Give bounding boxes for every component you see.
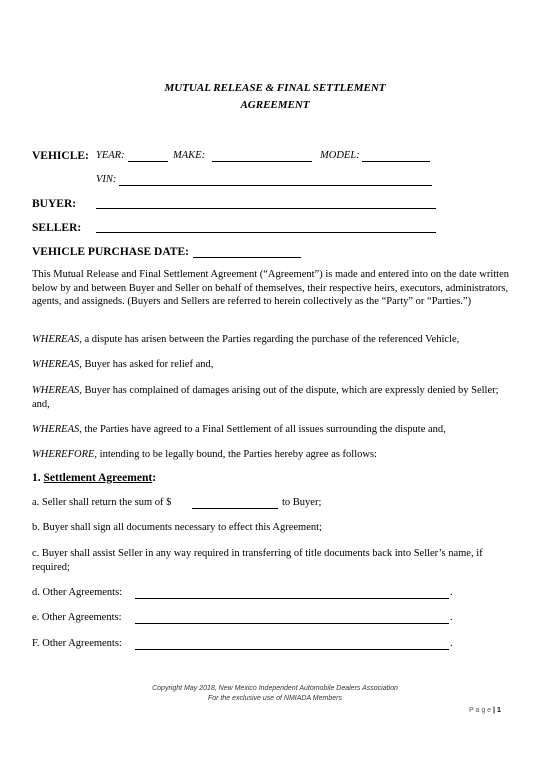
footer-members-note: For the exclusive use of NMIADA Members: [208, 695, 342, 702]
recital-3: WHEREAS, Buyer has complained of damages arising out of the dispute, which are expressly denied by Seller; and,: [32, 385, 499, 410]
item-e-period: .: [450, 612, 453, 623]
buyer-field[interactable]: [96, 208, 436, 209]
make-label: MAKE:: [173, 150, 206, 161]
vin-label: VIN:: [96, 174, 117, 185]
item-a-text: a. Seller shall return the sum of $: [32, 497, 172, 508]
recital-4: WHEREAS, the Parties have agreed to a Final Settlement of all issues surrounding the dispute and,: [32, 424, 446, 435]
other-agreement-d-field[interactable]: [135, 598, 449, 599]
page-number: P a g e | 1: [469, 707, 501, 714]
item-d-period: .: [450, 587, 453, 598]
purchase-date-field[interactable]: [193, 257, 301, 258]
item-d-label: d. Other Agreements:: [32, 587, 123, 598]
document-title-line1: MUTUAL RELEASE & FINAL SETTLEMENT: [164, 82, 386, 94]
seller-label: SELLER:: [32, 222, 82, 234]
document-title-line2: AGREEMENT: [240, 99, 310, 111]
item-f-period: .: [450, 638, 453, 649]
recital-2: WHEREAS, Buyer has asked for relief and,: [32, 359, 214, 370]
item-b-text: b. Buyer shall sign all documents necessary to effect this Agreement;: [32, 522, 322, 533]
make-field[interactable]: [212, 161, 312, 162]
item-e-label: e. Other Agreements:: [32, 612, 122, 623]
settlement-amount-field[interactable]: [192, 508, 278, 509]
vehicle-label: VEHICLE:: [32, 150, 89, 162]
recital-5: WHEREFORE, intending to be legally bound, the Parties hereby agree as follows:: [32, 449, 377, 460]
item-a-suffix: to Buyer;: [282, 497, 322, 508]
year-label: YEAR:: [96, 150, 125, 161]
item-f-label: F. Other Agreements:: [32, 638, 122, 649]
intro-paragraph: This Mutual Release and Final Settlement Agreement (“Agreement”) is made and entered into on the date written below by and between Buyer and Seller on behalf of themselves, their respective heirs, executors, administrators, agents, and assigneds. (Buyers and Sellers are referred to herein collectively as the “Party” or “Parties.”): [32, 269, 510, 307]
buyer-label: BUYER:: [32, 198, 77, 210]
vin-field[interactable]: [119, 185, 432, 186]
purchase-date-label: VEHICLE PURCHASE DATE:: [32, 246, 189, 258]
model-field[interactable]: [362, 161, 430, 162]
other-agreement-f-field[interactable]: [135, 649, 449, 650]
model-label: MODEL:: [320, 150, 360, 161]
other-agreement-e-field[interactable]: [135, 623, 449, 624]
footer-copyright: Copyright May 2018, New Mexico Independent Automobile Dealers Association: [152, 685, 398, 692]
seller-field[interactable]: [96, 232, 436, 233]
year-field[interactable]: [128, 161, 168, 162]
section-heading: 1. Settlement Agreement:: [32, 472, 157, 484]
recital-1: WHEREAS, a dispute has arisen between the Parties regarding the purchase of the referenced Vehicle,: [32, 334, 460, 345]
item-c-text: c. Buyer shall assist Seller in any way required in transferring of title documents back into Seller’s name, if required;: [32, 548, 483, 573]
